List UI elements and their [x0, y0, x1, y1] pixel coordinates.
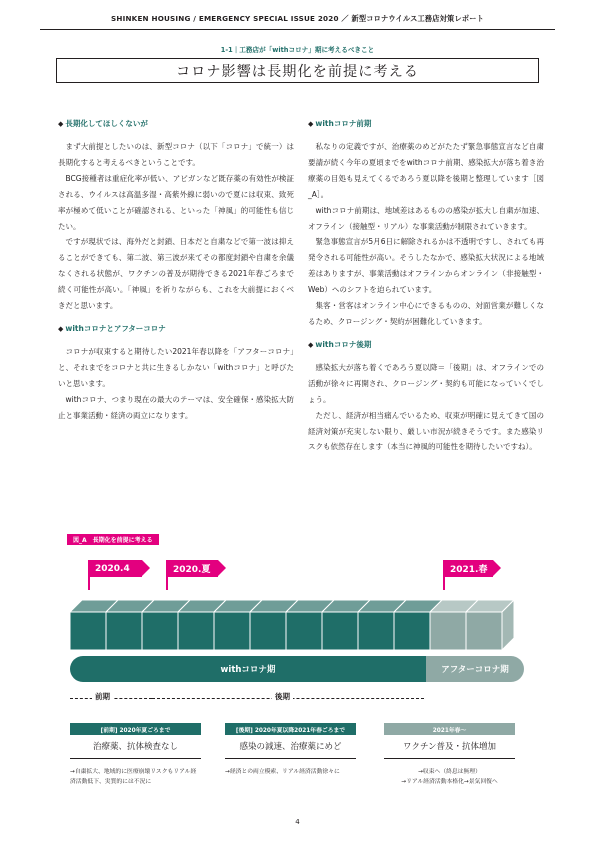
phase-early: [70, 688, 152, 710]
timeline-block: [322, 612, 358, 650]
phase-box-title: 治療薬、抗体検査なし: [92, 742, 178, 752]
section-heading-text: 長期化してほしくないが: [65, 119, 148, 128]
phase-box-title: ワクチン普及・抗体増加: [402, 742, 497, 752]
phase-late-label: 後期: [272, 691, 293, 702]
section-heading-text: withコロナ後期: [315, 339, 372, 349]
paragraph: ただし、経済が相当痛んでいるため、収束が明確に見えてきて国の経済対策が充実しない限り、厳しい市況が続きそうです。また感染リスクも依然存在します（本当に神風的可能性を期待したいですね）。: [308, 410, 544, 452]
right-section-1: [308, 118, 544, 330]
phase-box-early: [70, 723, 201, 787]
phase-box-header: [後期] 2020年夏以降2021年春ごろまで: [225, 723, 356, 735]
timeline-block: [358, 612, 394, 650]
with-corona-period: withコロナ期: [70, 656, 426, 682]
paragraph: BCG接種者は重症化率が低い、アビガンなど既存薬の有効性が検証される、ウイルスは高温多湿・高紫外線に弱いので夏には収束、致死率が極めて低いことが確認される、といった「神風」的可能性も信じたい。: [58, 173, 294, 231]
phase-box-title: 感染の減速、治療薬にめど: [239, 742, 342, 752]
paragraph: 感染拡大が落ち着くであろう夏以降＝「後期」は、オフラインでの活動が徐々に再開され、クロージング・契約も可能になっていくでしょう。: [308, 362, 544, 404]
phase-box-late: [225, 723, 356, 777]
section-kicker: 1-1｜工務店が「withコロナ」期に考えるべきこと: [220, 46, 375, 54]
phase-box-header: [前期] 2020年夏ごろまで: [70, 723, 201, 735]
paragraph: ですが現状では、海外だと封鎖、日本だと自粛などで第一波は抑えることができても、第二波、第三波が来てその都度封鎖や自粛を余儀なくされる状態が、ワクチンの普及が期待できる2021年春ごろまで続く可能性が高い。「神風」を祈りながらも、これを大前提におくべきだと思います。: [58, 237, 294, 311]
after-corona-period: アフターコロナ期: [426, 656, 524, 682]
timeline-block: [142, 612, 178, 650]
phase-late: [152, 688, 424, 710]
section-heading: [308, 118, 544, 130]
diamond-icon: ◆: [308, 120, 314, 128]
diamond-icon: ◆: [58, 120, 64, 128]
paragraph: まず大前提としたいのは、新型コロナ（以下「コロナ」で統一）は長期化すると考えるべきということです。: [58, 142, 294, 167]
phase-box-rule: [384, 758, 515, 759]
flag-label: 2020.夏: [168, 560, 218, 577]
timeline-block: [250, 612, 286, 650]
page-title-text: コロナ影響は長期化を前提に考える: [175, 63, 419, 80]
paragraph: 私なりの定義ですが、治療薬のめどがたたず緊急事態宣言など自粛要請が続く今年の夏頃までをwithコロナ前期、感染拡大が落ち着き治療薬の目処も見えてくるであろう夏以降を後期と整理しています［図_A］。: [308, 142, 544, 199]
section-heading: [308, 339, 544, 351]
flag-label: 2020.4: [90, 560, 142, 577]
paragraph: withコロナ、つまり現在の最大のテーマは、安全確保・感染拡大防止と事業活動・経済の両立になります。: [58, 394, 294, 420]
phase-box-rule: [70, 758, 201, 759]
phase-box-after: [384, 723, 515, 787]
left-column: [58, 118, 294, 433]
left-section-1: [58, 118, 294, 314]
timeline-block: [70, 612, 106, 650]
phase-early-label: 前期: [92, 691, 113, 702]
phase-box-header: 2021年春〜: [384, 723, 515, 735]
timeline-block: [394, 612, 430, 650]
section-heading: [58, 118, 294, 130]
right-section-2: [308, 339, 544, 455]
phase-box-note: →自粛拡大、地域的に医療崩壊リスクもリアル経済活動低下、実質的には不況に: [70, 769, 197, 785]
left-section-2: [58, 323, 294, 424]
timeline-block: [178, 612, 214, 650]
paragraph: コロナが収束すると期待したい2021年春以降を「アフターコロナ」と、それまでをコロナと共に生きるしかない「withコロナ」と呼びたいと思います。: [58, 346, 294, 388]
flag-label: 2021.春: [445, 560, 493, 577]
paragraph: withコロナ前期は、地域差はあるものの感染が拡大し自粛が加速、オフライン（接触型・リアル）な事業活動が制限されていきます。: [308, 205, 544, 231]
diamond-icon: ◆: [308, 340, 314, 349]
timeline-block: [106, 612, 142, 650]
timeline-block: [466, 612, 502, 650]
timeline-block: [214, 612, 250, 650]
timeline-blocks: [70, 582, 530, 652]
section-heading-text: withコロナ前期: [315, 119, 372, 128]
timeline-block: [430, 612, 466, 650]
section-heading: [58, 323, 294, 335]
phase-box-note: →収束へ（終息は無理） →リアル経済活動本格化→景気回復へ: [401, 769, 498, 785]
phase-box-rule: [225, 758, 356, 759]
running-header: SHINKEN HOUSING / EMERGENCY SPECIAL ISSUE 2020 ／ 新型コロナウイルス工務店対策レポート: [111, 14, 484, 23]
page-title: [56, 58, 539, 83]
diamond-icon: ◆: [58, 324, 64, 333]
paragraph: 集客・営客はオンライン中心にできるものの、対面営業が難しくなるため、クロージング・契約が困難化していきます。: [308, 301, 544, 326]
section-heading-text: withコロナとアフターコロナ: [65, 323, 166, 333]
header-rule: [40, 29, 555, 30]
figure-label: 図_A 長期化を前提に考える: [67, 534, 159, 545]
paragraph: 緊急事態宣言が5月6日に解除されるかは不透明ですし、されても再発令される可能性が高い。そうしたなかで、感染拡大状況による地域差はありますが、事業活動はオフラインからオンライン（非接触型・Web）へのシフトを迫られています。: [308, 237, 544, 295]
right-column: [308, 118, 544, 464]
page-number: 4: [295, 818, 300, 826]
timeline-block: [286, 612, 322, 650]
phase-box-note: →経済との両立模索、リアル経済活動徐々に: [225, 769, 340, 775]
period-bar: [70, 656, 524, 682]
